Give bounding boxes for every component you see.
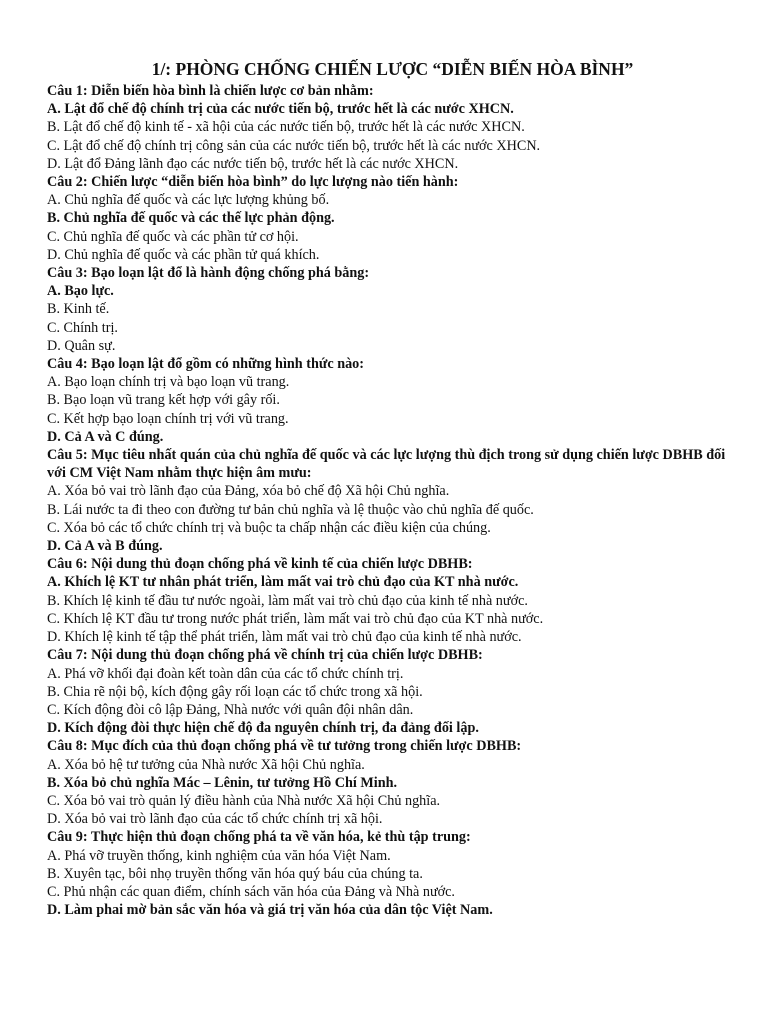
- answer-option: A. Xóa bỏ hệ tư tưởng của Nhà nước Xã hội Chủ nghĩa.: [47, 756, 365, 773]
- question-text: Câu 2: Chiến lược “diễn biến hòa bình” do lực lượng nào tiến hành:: [47, 174, 459, 191]
- question-text: Câu 3: Bạo loạn lật đổ là hành động chống phá bằng:: [47, 265, 370, 282]
- question-6: [47, 555, 728, 646]
- answer-option: B. Kinh tế.: [47, 301, 110, 318]
- question-8: [47, 737, 728, 828]
- question-1: [47, 82, 728, 173]
- question-2: [47, 173, 728, 264]
- answer-option: C. Kết hợp bạo loạn chính trị với vũ trang.: [47, 410, 289, 427]
- answer-option-correct: D. Làm phai mờ bản sắc văn hóa và giá trị văn hóa của dân tộc Việt Nam.: [47, 902, 493, 919]
- answer-option: C. Phủ nhận các quan điểm, chính sách văn hóa của Đảng và Nhà nước.: [47, 883, 455, 900]
- answer-option: C. Chính trị.: [47, 319, 118, 336]
- question-3: [47, 264, 728, 355]
- answer-option: B. Lái nước ta đi theo con đường tư bản chủ nghĩa và lệ thuộc vào chủ nghĩa đế quốc.: [47, 501, 534, 518]
- question-text: Câu 5: Mục tiêu nhất quán của chủ nghĩa đế quốc và các lực lượng thù địch trong sử dụng chiến lược DBHB đối với CM Việt Nam nhằm thực hiện âm mưu:: [47, 447, 726, 482]
- answer-option: D. Khích lệ kinh tế tập thể phát triển, làm mất vai trò chủ đạo của kinh tế nhà nước.: [47, 629, 522, 646]
- answer-option: D. Chủ nghĩa đế quốc và các phần tử quá khích.: [47, 246, 320, 263]
- question-text: Câu 9: Thực hiện thủ đoạn chống phá ta về văn hóa, kẻ thù tập trung:: [47, 829, 471, 846]
- question-text: Câu 7: Nội dung thủ đoạn chống phá về chính trị của chiến lược DBHB:: [47, 647, 483, 664]
- answer-option: A. Phá vỡ khối đại đoàn kết toàn dân của các tổ chức chính trị.: [47, 665, 404, 682]
- answer-option-correct: A. Khích lệ KT tư nhân phát triển, làm mất vai trò chủ đạo của KT nhà nước.: [47, 574, 519, 591]
- answer-option: A. Xóa bỏ vai trò lãnh đạo của Đảng, xóa bỏ chế độ Xã hội Chủ nghĩa.: [47, 483, 450, 500]
- answer-option: B. Khích lệ kinh tế đầu tư nước ngoài, làm mất vai trò chủ đạo của kinh tế nhà nước.: [47, 592, 528, 609]
- question-text: Câu 6: Nội dung thủ đoạn chống phá về kinh tế của chiến lược DBHB:: [47, 556, 473, 573]
- answer-option: C. Kích động đòi cô lập Đảng, Nhà nước với quân đội nhân dân.: [47, 701, 414, 718]
- question-text: Câu 1: Diễn biến hòa bình là chiến lược cơ bản nhằm:: [47, 83, 374, 99]
- answer-option: C. Lật đổ chế độ chính trị công sản của các nước tiến bộ, trước hết là các nước XHCN.: [47, 137, 541, 154]
- answer-option-correct: D. Cả A và C đúng.: [47, 428, 164, 445]
- answer-option-correct: B. Xóa bỏ chủ nghĩa Mác – Lênin, tư tưởng Hồ Chí Minh.: [47, 774, 398, 791]
- answer-option-correct: A. Bạo lực.: [47, 283, 114, 300]
- answer-option: B. Bạo loạn vũ trang kết hợp với gây rối.: [47, 392, 280, 409]
- answer-option: B. Chia rẽ nội bộ, kích động gây rối loạn các tổ chức trong xã hội.: [47, 683, 423, 700]
- question-text: Câu 4: Bạo loạn lật đổ gồm có những hình thức nào:: [47, 356, 364, 373]
- answer-option: C. Chủ nghĩa đế quốc và các phần tử cơ hội.: [47, 228, 299, 245]
- answer-option: C. Xóa bỏ các tổ chức chính trị và buộc ta chấp nhận các điều kiện của chúng.: [47, 519, 491, 536]
- answer-option-correct: D. Cả A và B đúng.: [47, 538, 163, 555]
- answer-option: A. Bạo loạn chính trị và bạo loạn vũ trang.: [47, 374, 290, 391]
- question-5: [47, 446, 728, 555]
- question-7: [47, 646, 728, 737]
- answer-option: B. Lật đổ chế độ kinh tế - xã hội của các nước tiến bộ, trước hết là các nước XHCN.: [47, 119, 525, 136]
- answer-option: A. Phá vỡ truyền thống, kinh nghiệm của văn hóa Việt Nam.: [47, 847, 391, 864]
- question-text: Câu 8: Mục đích của thủ đoạn chống phá về tư tưởng trong chiến lược DBHB:: [47, 738, 522, 755]
- answer-option-correct: A. Lật đổ chế độ chính trị của các nước tiến bộ, trước hết là các nước XHCN.: [47, 101, 514, 118]
- answer-option: D. Xóa bỏ vai trò lãnh đạo của các tổ chức chính trị xã hội.: [47, 811, 383, 828]
- answer-option: B. Xuyên tạc, bôi nhọ truyền thống văn hóa quý báu của chúng ta.: [47, 865, 423, 882]
- answer-option-correct: B. Chủ nghĩa đế quốc và các thế lực phản động.: [47, 210, 335, 227]
- answer-option: C. Khích lệ KT đầu tư trong nước phát triển, làm mất vai trò chủ đạo của KT nhà nước.: [47, 610, 544, 627]
- answer-option: A. Chủ nghĩa đế quốc và các lực lượng khủng bố.: [47, 192, 330, 209]
- answer-option: D. Lật đổ Đảng lãnh đạo các nước tiến bộ, trước hết là các nước XHCN.: [47, 155, 459, 172]
- answer-option: C. Xóa bỏ vai trò quản lý điều hành của Nhà nước Xã hội Chủ nghĩa.: [47, 792, 441, 809]
- answer-option: D. Quân sự.: [47, 337, 116, 354]
- question-9: [47, 828, 728, 919]
- document-title: 1/: PHÒNG CHỐNG CHIẾN LƯỢC “DIỄN BIẾN HÒA BÌNH”: [151, 59, 634, 79]
- answer-option-correct: D. Kích động đòi thực hiện chế độ đa nguyên chính trị, đa đảng đối lập.: [47, 720, 479, 737]
- question-4: [47, 355, 728, 446]
- question-list: [47, 82, 728, 919]
